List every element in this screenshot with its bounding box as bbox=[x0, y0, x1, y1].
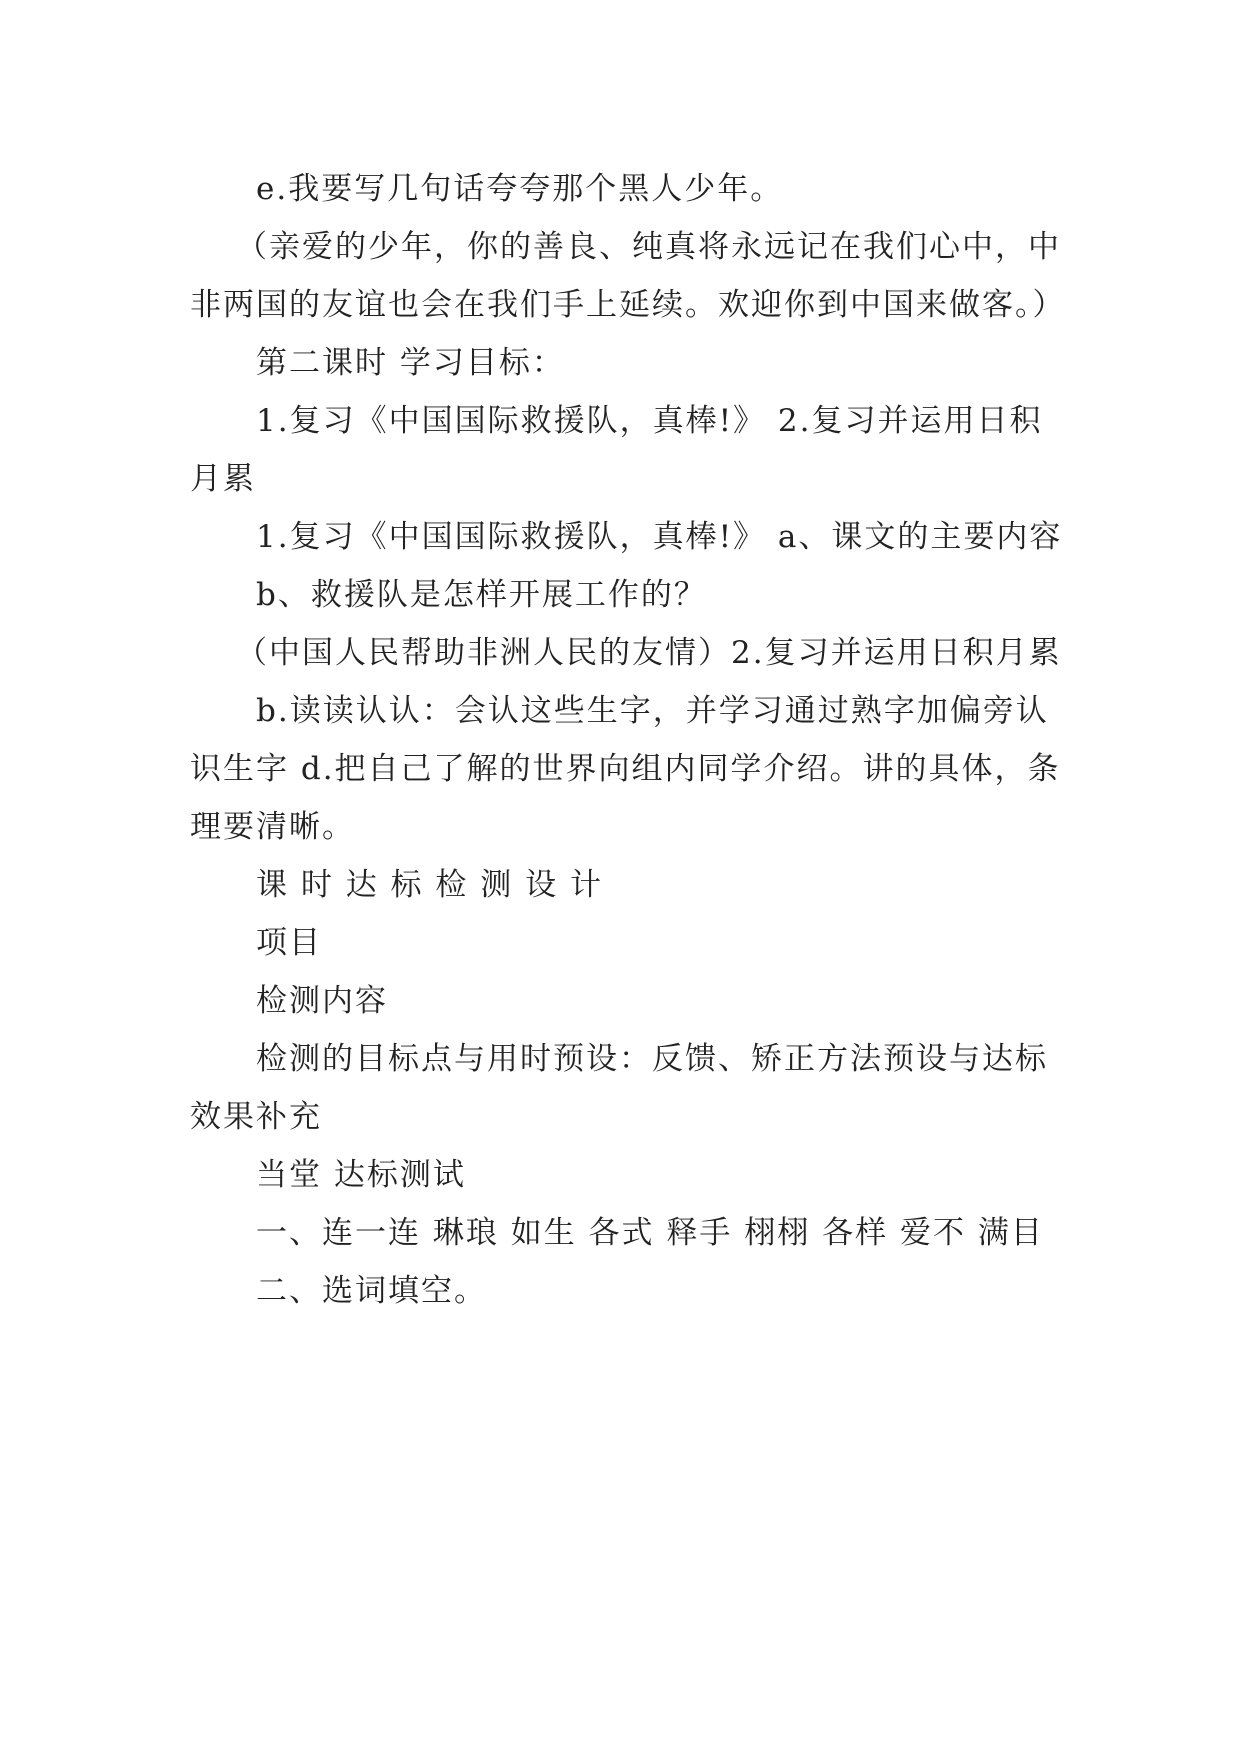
paragraph-lesson-two-goals: 第二课时 学习目标： bbox=[256, 345, 565, 381]
document-body bbox=[190, 160, 1070, 1320]
paragraph-reading-task: b.读读认认：会认这些生字，并学习通过熟字加偏旁认识生字 d.把自己了解的世界向组内同学介绍。讲的具体，条理要清晰。 bbox=[190, 693, 1061, 845]
paragraph-assessment-content: 检测内容 bbox=[256, 983, 388, 1019]
paragraph-fill-blank-exercise: 二、选词填空。 bbox=[256, 1273, 487, 1309]
paragraph-goal-list: 1.复习《中国国际救援队，真棒!》 2.复习并运用日积月累 bbox=[190, 403, 1043, 497]
paragraph-assessment-goals: 检测的目标点与用时预设：反馈、矫正方法预设与达标效果补充 bbox=[190, 1041, 1048, 1135]
paragraph-review-text: 1.复习《中国国际救援队，真棒!》 a、课文的主要内容 bbox=[256, 519, 1063, 555]
paragraph-praise-answer: （亲爱的少年，你的善良、纯真将永远记在我们心中，中非两国的友谊也会在我们手上延续。欢迎你到中国来做客。） bbox=[190, 229, 1066, 323]
paragraph-friendship: （中国人民帮助非洲人民的友情）2.复习并运用日积月累 bbox=[236, 635, 1062, 671]
paragraph-class-test: 当堂 达标测试 bbox=[256, 1157, 466, 1193]
paragraph-praise-task: e.我要写几句话夸夸那个黑人少年。 bbox=[256, 171, 784, 207]
paragraph-rescue-question: b、救援队是怎样开展工作的？ bbox=[256, 577, 707, 613]
paragraph-matching-exercise: 一、连一连 琳琅 如生 各式 释手 栩栩 各样 爱不 满目 bbox=[256, 1215, 1044, 1251]
paragraph-assessment-title: 课 时 达 标 检 测 设 计 bbox=[256, 867, 603, 903]
paragraph-item-label: 项目 bbox=[256, 925, 322, 961]
